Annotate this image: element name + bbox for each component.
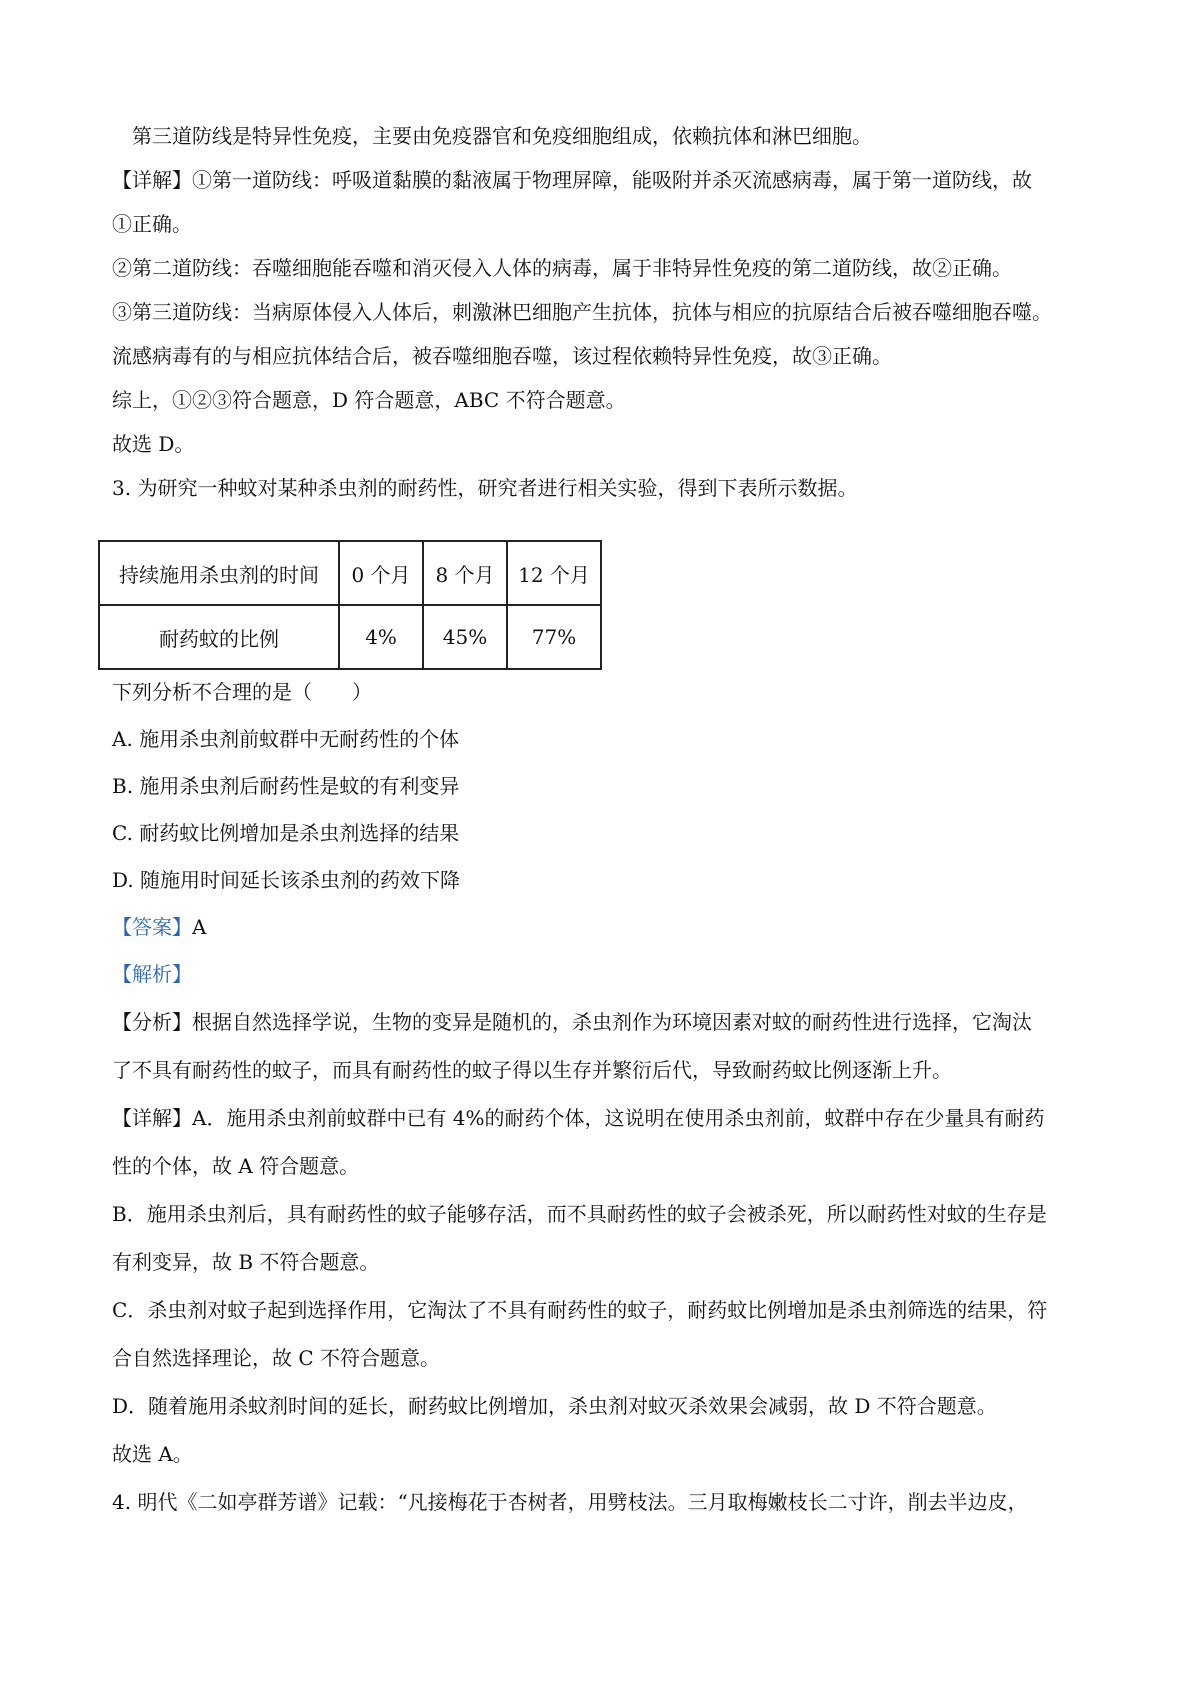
answer-tag: 【答案】: [112, 915, 192, 939]
table-cell: 耐药蚊的比例: [99, 605, 339, 669]
table-cell: 45%: [423, 605, 507, 669]
text-line: 性的个体，故 A 符合题意。: [112, 1154, 360, 1178]
table-cell: 77%: [507, 605, 601, 669]
text-line: 第三道防线是特异性免疫，主要由免疫器官和免疫细胞组成，依赖抗体和淋巴细胞。: [132, 124, 872, 148]
text-line: 流感病毒有的与相应抗体结合后，被吞噬细胞吞噬，该过程依赖特异性免疫，故③正确。: [112, 344, 892, 368]
question-stem: 4. 明代《二如亭群芳谱》记载：“凡接梅花于杏树者，用劈枝法。三月取梅嫩枝长二寸许，削去半边皮，: [112, 1490, 1028, 1514]
table-cell: 4%: [339, 605, 423, 669]
text-line: ②第二道防线：吞噬细胞能吞噬和消灭侵入人体的病毒，属于非特异性免疫的第二道防线，故②正确。: [112, 256, 1012, 280]
text-line: B．施用杀虫剂后，具有耐药性的蚊子能够存活，而不具耐药性的蚊子会被杀死，所以耐药性对蚊的生存是: [112, 1202, 1047, 1226]
text-line: 有利变异，故 B 不符合题意。: [112, 1250, 380, 1274]
table-header-cell: 12 个月: [507, 541, 601, 605]
text-line: 故选 D。: [112, 432, 195, 456]
text-line: ①正确。: [112, 212, 192, 236]
table-row: [99, 605, 601, 669]
option-b: B. 施用杀虫剂后耐药性是蚊的有利变异: [112, 774, 460, 798]
table-header-cell: 持续施用杀虫剂的时间: [99, 541, 339, 605]
answer-value: A: [192, 915, 207, 939]
option-a: A. 施用杀虫剂前蚊群中无耐药性的个体: [112, 727, 460, 751]
question-prompt: 下列分析不合理的是（ ）: [112, 680, 372, 704]
option-d: D. 随施用时间延长该杀虫剂的药效下降: [112, 868, 461, 892]
question-stem: 3. 为研究一种蚊对某种杀虫剂的耐药性，研究者进行相关实验，得到下表所示数据。: [112, 476, 858, 500]
text-line: D．随着施用杀蚊剂时间的延长，耐药蚊比例增加，杀虫剂对蚊灭杀效果会减弱，故 D 不符合题意。: [112, 1394, 997, 1418]
answer-line: [112, 913, 1112, 941]
data-table: [98, 540, 602, 670]
table-row: [99, 541, 601, 605]
table-header-cell: 0 个月: [339, 541, 423, 605]
analysis-heading: [112, 960, 1112, 988]
text-line: 故选 A。: [112, 1442, 193, 1466]
text-line: 合自然选择理论，故 C 不符合题意。: [112, 1346, 441, 1370]
text-line: 【分析】根据自然选择学说，生物的变异是随机的，杀虫剂作为环境因素对蚊的耐药性进行选择，它淘汰: [112, 1010, 1032, 1034]
text-line: 了不具有耐药性的蚊子，而具有耐药性的蚊子得以生存并繁衍后代，导致耐药蚊比例逐渐上升。: [112, 1058, 952, 1082]
text-line: 【详解】①第一道防线：呼吸道黏膜的黏液属于物理屏障，能吸附并杀灭流感病毒，属于第一道防线，故: [112, 168, 1032, 192]
text-line: 【详解】A．施用杀虫剂前蚊群中已有 4%的耐药个体，这说明在使用杀虫剂前，蚊群中存在少量具有耐药: [112, 1106, 1045, 1130]
analysis-tag: 【解析】: [112, 962, 192, 986]
text-line: ③第三道防线：当病原体侵入人体后，刺激淋巴细胞产生抗体，抗体与相应的抗原结合后被吞噬细胞吞噬。: [112, 300, 1052, 324]
text-line: C．杀虫剂对蚊子起到选择作用，它淘汰了不具有耐药性的蚊子，耐药蚊比例增加是杀虫剂筛选的结果，符: [112, 1298, 1048, 1322]
option-c: C. 耐药蚊比例增加是杀虫剂选择的结果: [112, 821, 460, 845]
table-header-cell: 8 个月: [423, 541, 507, 605]
text-line: 综上，①②③符合题意，D 符合题意，ABC 不符合题意。: [112, 388, 626, 412]
